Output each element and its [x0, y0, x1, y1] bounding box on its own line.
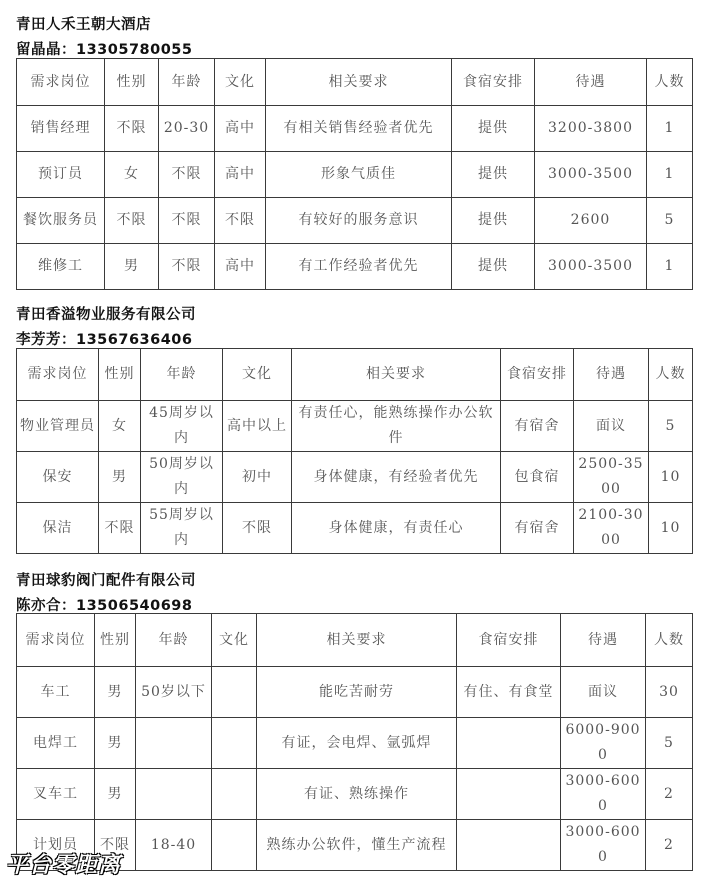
table-cell: 有住、有食堂: [457, 667, 561, 718]
table-cell: 45周岁以内: [141, 401, 223, 452]
header-cell: 年龄: [159, 59, 215, 106]
table-cell: 2500-3500: [574, 452, 649, 503]
header-cell: 相关要求: [266, 59, 452, 106]
table-cell: 高中以上: [223, 401, 292, 452]
header-cell: 文化: [223, 349, 292, 401]
table-cell: 男: [95, 718, 136, 769]
table-cell: [212, 820, 257, 871]
header-cell: 年龄: [136, 614, 212, 667]
table-cell: 提供: [452, 244, 535, 290]
header-cell: 性别: [99, 349, 141, 401]
header-cell: 相关要求: [257, 614, 457, 667]
table-cell: 3000-6000: [561, 820, 646, 871]
table-cell: [457, 820, 561, 871]
table-cell: 5: [647, 198, 693, 244]
header-cell: 需求岗位: [17, 349, 99, 401]
table-cell: 10: [649, 503, 693, 554]
table-cell: 餐饮服务员: [17, 198, 105, 244]
watermark: 平台零距离: [6, 853, 122, 878]
table-cell: 3000-6000: [561, 769, 646, 820]
table-header-row: [17, 614, 693, 667]
header-cell: 待遇: [574, 349, 649, 401]
table-header-row: [17, 349, 693, 401]
header-cell: 相关要求: [292, 349, 501, 401]
header-cell: 人数: [649, 349, 693, 401]
table-cell: [457, 718, 561, 769]
table-cell: 6000-9000: [561, 718, 646, 769]
company-name: 青田球豹阀门配件有限公司: [16, 573, 196, 589]
table-cell: 5: [646, 718, 693, 769]
header-cell: 性别: [95, 614, 136, 667]
table-cell: 不限: [95, 820, 136, 871]
table-cell: 提供: [452, 198, 535, 244]
table-row: [17, 401, 693, 452]
header-cell: 食宿安排: [452, 59, 535, 106]
table-cell: [212, 667, 257, 718]
table-cell: 不限: [99, 503, 141, 554]
header-cell: 文化: [212, 614, 257, 667]
table-row: [17, 198, 693, 244]
table-cell: 初中: [223, 452, 292, 503]
table-cell: 1: [647, 106, 693, 152]
table-cell: 提供: [452, 106, 535, 152]
table-cell: 1: [647, 152, 693, 198]
table-row: [17, 503, 693, 554]
header-cell: 文化: [215, 59, 266, 106]
table-header-row: [17, 59, 693, 106]
table-cell: 身体健康，有经验者优先: [292, 452, 501, 503]
header-cell: 需求岗位: [17, 614, 95, 667]
table-row: [17, 769, 693, 820]
table-cell: 形象气质佳: [266, 152, 452, 198]
company-name: 青田人禾王朝大酒店: [16, 17, 151, 33]
company-name: 青田香溢物业服务有限公司: [16, 307, 196, 323]
header-cell: 食宿安排: [457, 614, 561, 667]
table-cell: 保洁: [17, 503, 99, 554]
table-row: [17, 718, 693, 769]
table-cell: 有证，会电焊、氩弧焊: [257, 718, 457, 769]
table-cell: 有证、熟练操作: [257, 769, 457, 820]
header-cell: 性别: [105, 59, 159, 106]
table-row: [17, 667, 693, 718]
table-cell: 包食宿: [501, 452, 574, 503]
table-cell: 2600: [535, 198, 647, 244]
table-cell: 熟练办公软件，懂生产流程: [257, 820, 457, 871]
table-cell: 男: [95, 667, 136, 718]
table-cell: [457, 769, 561, 820]
table-cell: 女: [105, 152, 159, 198]
header-cell: 人数: [647, 59, 693, 106]
table-cell: 不限: [215, 198, 266, 244]
table-cell: 高中: [215, 106, 266, 152]
table-row: [17, 244, 693, 290]
table-cell: 高中: [215, 152, 266, 198]
table-cell: 高中: [215, 244, 266, 290]
table-cell: 有较好的服务意识: [266, 198, 452, 244]
table-cell: 面议: [561, 667, 646, 718]
table-cell: 有相关销售经验者优先: [266, 106, 452, 152]
company-contact: 留晶晶：13305780055: [16, 42, 193, 58]
table-cell: 维修工: [17, 244, 105, 290]
header-cell: 待遇: [535, 59, 647, 106]
table-cell: 保安: [17, 452, 99, 503]
table-cell: 男: [95, 769, 136, 820]
header-cell: 人数: [646, 614, 693, 667]
table-cell: 男: [105, 244, 159, 290]
header-cell: 待遇: [561, 614, 646, 667]
table-cell: 电焊工: [17, 718, 95, 769]
table-cell: 计划员: [17, 820, 95, 871]
table-cell: 有宿舍: [501, 401, 574, 452]
table-cell: 5: [649, 401, 693, 452]
table-row: [17, 152, 693, 198]
table-cell: 面议: [574, 401, 649, 452]
table-cell: [212, 769, 257, 820]
table-cell: 不限: [105, 198, 159, 244]
jobs-table: [16, 58, 693, 290]
table-row: [17, 452, 693, 503]
table-cell: 20-30: [159, 106, 215, 152]
jobs-table: [16, 348, 693, 554]
table-cell: 3200-3800: [535, 106, 647, 152]
table-cell: 1: [647, 244, 693, 290]
header-cell: 食宿安排: [501, 349, 574, 401]
table-cell: 不限: [159, 152, 215, 198]
table-cell: 50岁以下: [136, 667, 212, 718]
table-cell: 能吃苦耐劳: [257, 667, 457, 718]
table-cell: 不限: [159, 244, 215, 290]
table-cell: 不限: [159, 198, 215, 244]
table-cell: 有责任心，能熟练操作办公软件: [292, 401, 501, 452]
table-cell: 3000-3500: [535, 244, 647, 290]
table-cell: 预订员: [17, 152, 105, 198]
table-cell: 55周岁以内: [141, 503, 223, 554]
table-cell: 10: [649, 452, 693, 503]
table-cell: [212, 718, 257, 769]
table-cell: 物业管理员: [17, 401, 99, 452]
table-cell: 不限: [105, 106, 159, 152]
table-cell: [136, 718, 212, 769]
table-cell: 30: [646, 667, 693, 718]
table-cell: 有宿舍: [501, 503, 574, 554]
table-cell: 2100-3000: [574, 503, 649, 554]
table-cell: [136, 769, 212, 820]
header-cell: 需求岗位: [17, 59, 105, 106]
table-cell: 18-40: [136, 820, 212, 871]
table-cell: 销售经理: [17, 106, 105, 152]
table-cell: 有工作经验者优先: [266, 244, 452, 290]
table-cell: 2: [646, 820, 693, 871]
table-cell: 2: [646, 769, 693, 820]
table-cell: 男: [99, 452, 141, 503]
table-cell: 身体健康，有责任心: [292, 503, 501, 554]
jobs-table: [16, 613, 693, 871]
table-cell: 女: [99, 401, 141, 452]
table-cell: 提供: [452, 152, 535, 198]
table-cell: 3000-3500: [535, 152, 647, 198]
table-cell: 车工: [17, 667, 95, 718]
header-cell: 年龄: [141, 349, 223, 401]
company-contact: 陈亦合：13506540698: [16, 598, 193, 614]
table-cell: 不限: [223, 503, 292, 554]
table-row: [17, 106, 693, 152]
table-cell: 叉车工: [17, 769, 95, 820]
company-contact: 李芳芳：13567636406: [16, 332, 193, 348]
table-cell: 50周岁以内: [141, 452, 223, 503]
